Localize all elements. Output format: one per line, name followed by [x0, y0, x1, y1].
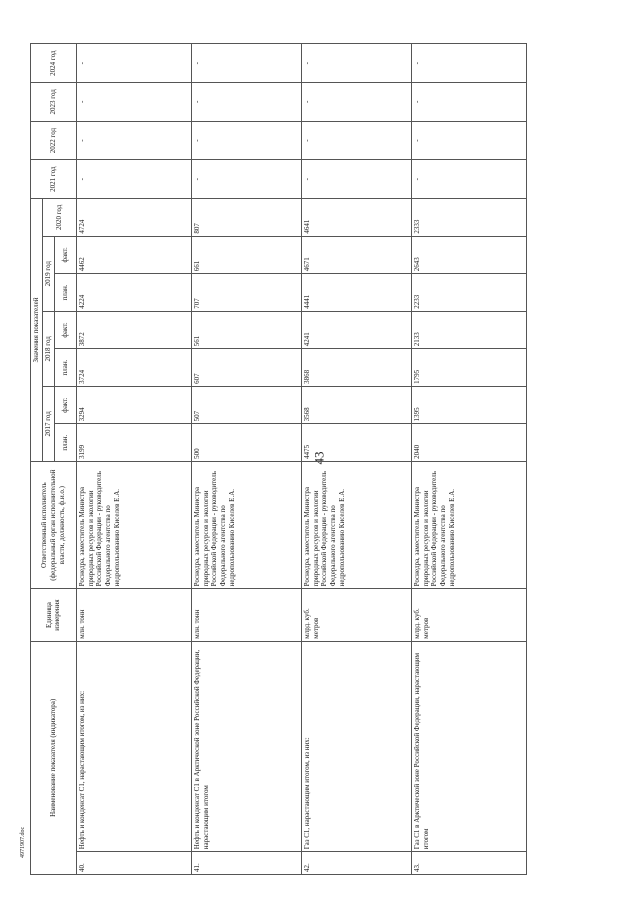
table-row	[411, 5, 526, 875]
unit-cell: млрд. куб. метров	[411, 589, 526, 641]
indicator-name: Газ С1, нарастающим итогом, из них:	[301, 641, 411, 852]
header-2024: 2024 год	[31, 44, 77, 83]
fact-2019: 2643	[411, 236, 526, 274]
row-number: 42.	[301, 852, 411, 875]
fact-2018: 561	[191, 311, 301, 349]
header-fact-2018: факт.	[54, 311, 76, 349]
header-responsible: Ответственный исполнитель (федеральный орган исполнительной власти, должность, ф.и.о.)	[31, 461, 77, 588]
rotated-table-container	[30, 5, 615, 875]
unit-cell: млрд. куб. метров	[301, 589, 411, 641]
header-2022: 2022 год	[31, 121, 77, 160]
value-2021: -	[411, 160, 526, 199]
header-plan-2018: план.	[54, 349, 76, 387]
fact-2019: 4671	[301, 236, 411, 274]
fact-2018: 4241	[301, 311, 411, 349]
fact-2019: 661	[191, 236, 301, 274]
fact-2017: 3568	[301, 386, 411, 424]
indicator-name: Газ С1 в Арктической зоне Российской Федерации, нарастающим итогом	[411, 641, 526, 852]
responsible-cell: Роснедра, заместитель Министра природных ресурсов и экологии Российской Федерации - руководитель Федерального агентства по недропользованию Киселев Е.А.	[191, 461, 301, 588]
header-2020: 2020 год	[43, 199, 77, 237]
header-fact-2019: факт.	[54, 236, 76, 274]
fact-2017: 1395	[411, 386, 526, 424]
plan-2018: 3868	[301, 349, 411, 387]
row-number: 40.	[76, 852, 191, 875]
row-number: 43.	[411, 852, 526, 875]
value-2023: -	[301, 83, 411, 122]
value-2021: -	[191, 160, 301, 199]
indicators-table	[30, 5, 527, 875]
header-name: Наименование показателя (индикатора)	[31, 641, 77, 874]
plan-2018: 1795	[411, 349, 526, 387]
value-2021: -	[301, 160, 411, 199]
header-plan-2019: план.	[54, 274, 76, 312]
value-2022: -	[191, 121, 301, 160]
fact-2018: 2133	[411, 311, 526, 349]
fact-2018: 3872	[76, 311, 191, 349]
plan-2019: 2233	[411, 274, 526, 312]
fact-2017: 3294	[76, 386, 191, 424]
page-number: 43	[311, 451, 327, 465]
table-row	[191, 5, 301, 875]
value-2023: -	[411, 83, 526, 122]
header-2021: 2021 год	[31, 160, 77, 199]
plan-2017: 4475	[301, 424, 411, 462]
header-2018: 2018 год	[43, 311, 55, 386]
value-2024: -	[76, 44, 191, 83]
value-2024: -	[411, 44, 526, 83]
table-row	[76, 5, 191, 875]
unit-cell: млн. тонн	[76, 589, 191, 641]
header-2017: 2017 год	[43, 386, 55, 461]
row-number: 41.	[191, 852, 301, 875]
value-2020: 4724	[76, 199, 191, 237]
responsible-cell: Роснедра, заместитель Министра природных ресурсов и экологии Российской Федерации - руководитель Федерального агентства по недропользованию Киселев Е.А.	[301, 461, 411, 588]
value-2020: 807	[191, 199, 301, 237]
fact-2019: 4462	[76, 236, 191, 274]
header-plan-2017: план.	[54, 424, 76, 462]
indicator-name: Нефть и конденсат С1, нарастающим итогом, из них:	[76, 641, 191, 852]
plan-2018: 607	[191, 349, 301, 387]
unit-cell: млн. тонн	[191, 589, 301, 641]
value-2022: -	[301, 121, 411, 160]
plan-2019: 707	[191, 274, 301, 312]
header-unit: Единица измерения	[31, 589, 77, 641]
header-fact-2017: факт.	[54, 386, 76, 424]
table-row	[301, 5, 411, 875]
responsible-cell: Роснедра, заместитель Министра природных ресурсов и экологии Российской Федерации - руководитель Федерального агентства по недропользованию Киселев Е.А.	[76, 461, 191, 588]
plan-2017: 2040	[411, 424, 526, 462]
value-2022: -	[76, 121, 191, 160]
value-2021: -	[76, 160, 191, 199]
responsible-cell: Роснедра, заместитель Министра природных ресурсов и экологии Российской Федерации - руководитель Федерального агентства по недропользованию Киселев Е.А.	[411, 461, 526, 588]
value-2024: -	[301, 44, 411, 83]
plan-2017: 500	[191, 424, 301, 462]
plan-2019: 4224	[76, 274, 191, 312]
value-2020: 2333	[411, 199, 526, 237]
value-2023: -	[76, 83, 191, 122]
value-2023: -	[191, 83, 301, 122]
indicator-name: Нефть и конденсат С1 в Арктической зоне Российской Федерации, нарастающим итогом	[191, 641, 301, 852]
plan-2018: 3724	[76, 349, 191, 387]
header-values-group: Значения показателей	[31, 199, 43, 462]
header-2023: 2023 год	[31, 83, 77, 122]
file-code: 4971907.doc	[20, 826, 26, 858]
fact-2017: 507	[191, 386, 301, 424]
value-2022: -	[411, 121, 526, 160]
plan-2019: 4441	[301, 274, 411, 312]
header-2019: 2019 год	[43, 236, 55, 311]
value-2020: 4641	[301, 199, 411, 237]
value-2024: -	[191, 44, 301, 83]
plan-2017: 3199	[76, 424, 191, 462]
